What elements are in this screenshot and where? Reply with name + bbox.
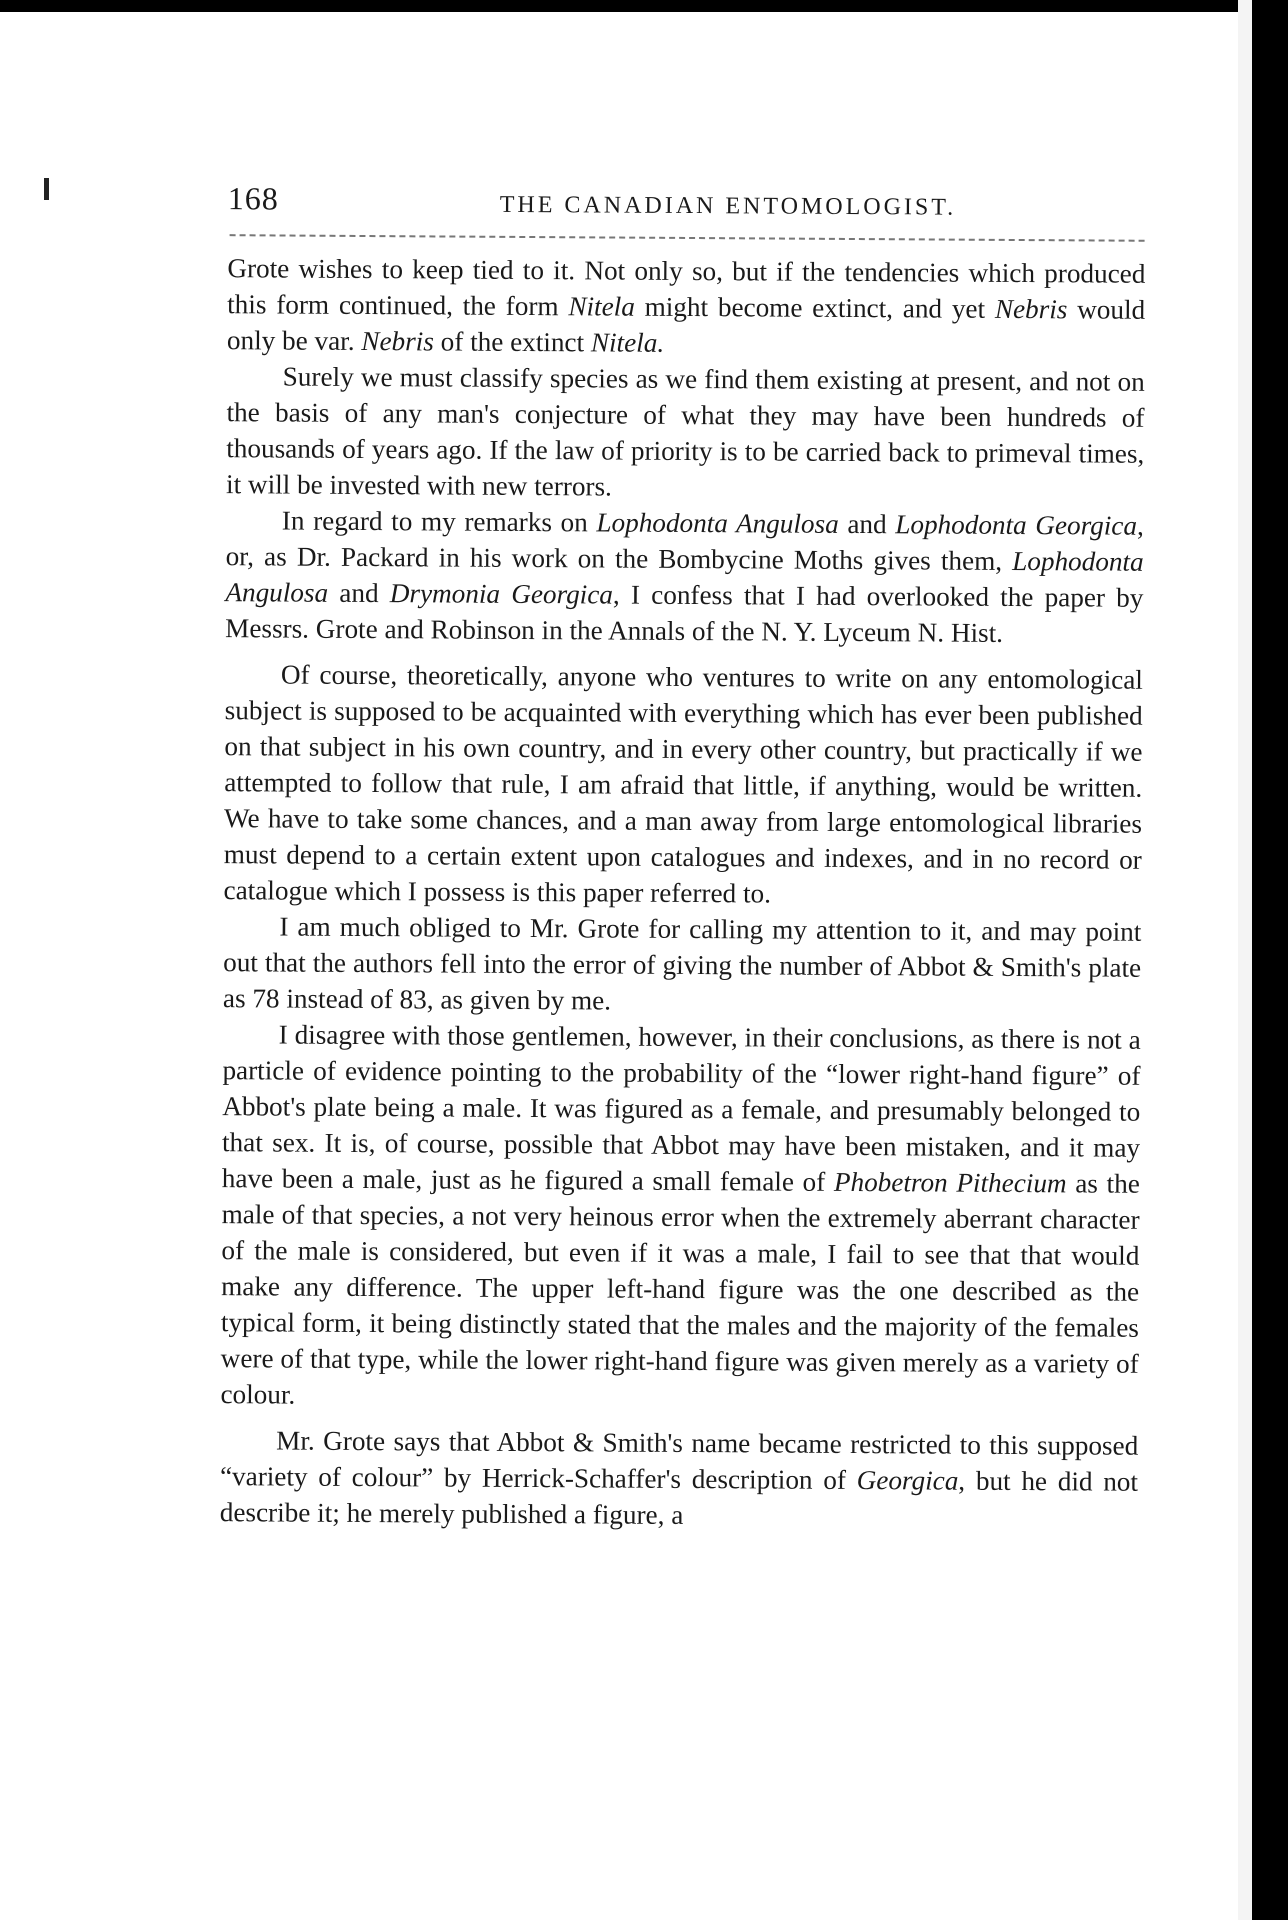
text-run: , or, as Dr. Packard in his work on the Bombycine Moths gives them, — [225, 510, 1144, 576]
species-name: Nebris — [994, 293, 1068, 325]
text-run: as the male of that species, a not very heinous error when the extremely aberrant character of the male is considered, but even if it was a male, I fail to see that that would make any difference. The upper left-hand figure was the one described as the typical form, it being distinctly stated that the males and the majority of the females were of that type, while the lower right-hand figure was given merely as a variety of colour. — [220, 1168, 1140, 1410]
scan-top-border — [0, 0, 1288, 12]
text-run: Grote wishes to keep tied to it. Not only so, but if the tendencies which produced this form continued, the form — [227, 253, 1146, 322]
text-run: , I confess that I had overlooked the paper by Messrs. Grote and Robinson in the Annals of the N. Y. Lyceum N. Hist. — [225, 579, 1144, 648]
paragraph — [220, 1016, 1140, 1418]
scan-right-border — [1252, 0, 1288, 1920]
text-run: I am much obliged to Mr. Grote for calling my attention to it, and may point out that the authors fell into the error of giving the number of Abbot & Smith's plate as 78 instead of 83, as given by me. — [222, 911, 1142, 1016]
text-run: might become extinct, and yet — [634, 291, 995, 324]
species-name: Nitela. — [590, 327, 665, 358]
header-rule — [230, 234, 1145, 242]
species-name: Nitela — [568, 291, 635, 322]
species-name: Georgica — [856, 1465, 959, 1496]
text-run: would only be var. — [226, 294, 1146, 356]
species-name: Drymonia Georgica — [389, 578, 614, 610]
text-run: Mr. Grote says that Abbot & Smith's name became restricted to this supposed “variety of colour” by Herrick-Schaffer's description of — [219, 1425, 1139, 1496]
paragraph — [226, 358, 1145, 508]
journal-title: THE CANADIAN ENTOMOLOGIST. — [499, 191, 957, 221]
text-run: I disagree with those gentlemen, however, in their conclusions, as there is not a particle of evidence pointing to the probability of the “lower right-hand figure” of Abbot's plate being a male. It was figured as a female, and presumably belonged to that sex. It is, of course, possible that Abbot may have been mistaken, and it may have been a male, just as he figured a small female of — [221, 1019, 1141, 1197]
species-name: Lophodonta Angulosa — [596, 507, 839, 539]
paragraph — [223, 908, 1142, 1022]
species-name: Lophodonta Georgica — [895, 509, 1138, 541]
page-number: 168 — [227, 180, 279, 217]
text-run: and — [838, 508, 896, 540]
species-name: Lophodonta Angulosa — [225, 545, 1144, 608]
text-run: Of course, theoretically, anyone who ventures to write on any entomological subject is supposed to be acquainted with everything which has ever been published on that subject in his own country, and in every other country, but practically if we attempted to follow that rule, I am afraid that little, if anything, would be written. We have to take some chances, and a man away from large entomological libraries must depend to a certain extent upon catalogues and indexes, and in no record or catalogue which I possess is this paper referred to. — [223, 659, 1143, 909]
text-run: and — [328, 577, 390, 609]
text-run: In regard to my remarks on — [281, 505, 597, 538]
scan-right-gap — [1238, 0, 1252, 1920]
body-text — [220, 250, 1146, 1536]
book-page — [192, 170, 1150, 1536]
margin-mark — [44, 178, 49, 200]
paragraph — [225, 502, 1144, 652]
paragraph — [220, 1422, 1139, 1536]
paragraph — [227, 250, 1146, 364]
species-name: Phobetron Pithecium — [833, 1166, 1067, 1199]
text-run: , but he did not describe it; he merely published a figure, a — [219, 1465, 1139, 1530]
species-name: Nebris — [361, 325, 434, 357]
running-head — [200, 170, 1150, 236]
text-run: of the extinct — [433, 326, 592, 358]
paragraph — [223, 656, 1143, 914]
text-run: Surely we must classify species as we find them existing at present, and not on the basis of any man's conjecture of what they may have been hundreds of thousands of years ago. If the law of priority is to be carried back to primeval times, it will be invested with new terrors. — [225, 361, 1145, 502]
